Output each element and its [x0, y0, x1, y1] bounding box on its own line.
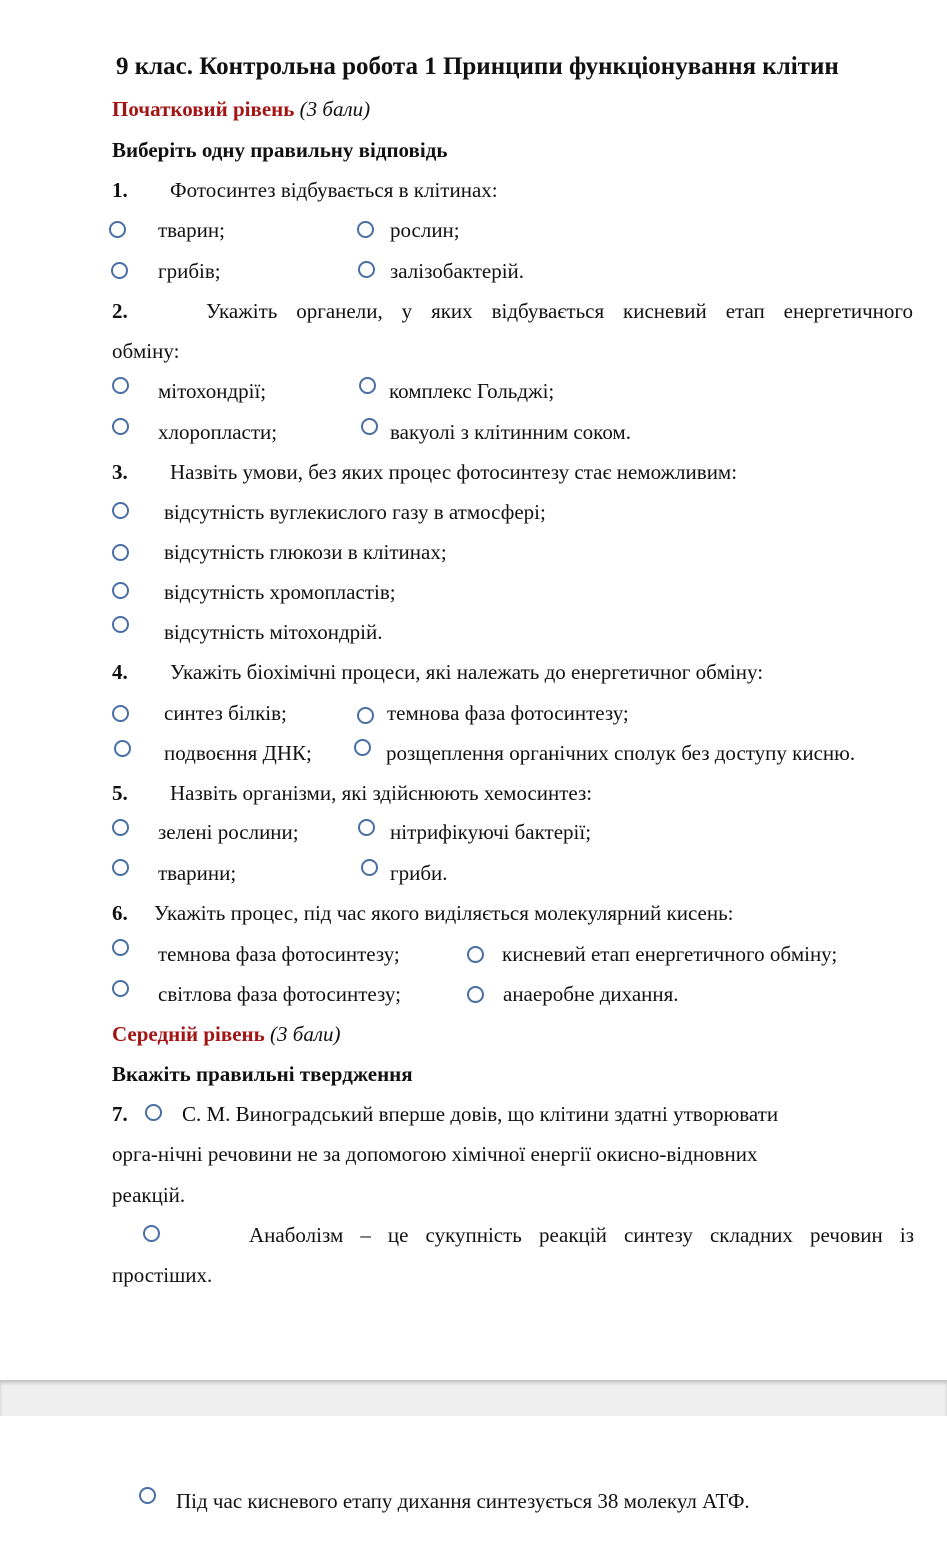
q3-text: Назвіть умови, без яких процес фотосинтезу стає неможливим:	[170, 460, 738, 484]
q2-option-4-label: вакуолі з клітинним соком.	[390, 420, 631, 444]
q6-option-3-radio[interactable]	[112, 980, 129, 997]
q7-statement-2-line1	[249, 1225, 914, 1246]
q2-word: кисневий	[623, 299, 707, 323]
q2-text-line2: обміну:	[112, 339, 180, 363]
q3-option-4-label: відсутність мітохондрій.	[164, 620, 383, 644]
q7-number: 7.	[112, 1102, 128, 1126]
q1-option-1-label: тварин;	[158, 218, 225, 242]
q5-option-3-label: тварини;	[158, 861, 237, 885]
q5-text: Назвіть організми, які здійснюють хемосинтез:	[170, 781, 593, 805]
level2-name: Середній рівень	[112, 1022, 265, 1046]
q6-option-2-radio[interactable]	[467, 946, 484, 963]
q3-option-2-label: відсутність глюкози в клітинах;	[164, 540, 447, 564]
q4-option-4-radio[interactable]	[354, 739, 371, 756]
q7-s2-word: –	[360, 1223, 371, 1247]
q1-option-3-radio[interactable]	[111, 262, 128, 279]
page-separator	[0, 1380, 947, 1416]
q7-s2-word: складних	[709, 1223, 793, 1247]
q7-statement-1-line2: орга-нічні речовини не за допомогою хімічної енергії окисно-відновних	[112, 1142, 758, 1166]
q2-option-2-radio[interactable]	[359, 377, 376, 394]
q7-s2-word: із	[899, 1223, 914, 1247]
q1-number: 1.	[112, 178, 128, 202]
q2-text-line1	[206, 301, 913, 322]
q5-option-2-label: нітрифікуючі бактерії;	[390, 820, 592, 844]
q3-option-1-label: відсутність вуглекислого газу в атмосфері;	[164, 500, 546, 524]
q3-option-3-label: відсутність хромопластів;	[164, 580, 396, 604]
q4-option-1-label: синтез білків;	[164, 701, 287, 725]
q2-word: яких	[431, 299, 473, 323]
level1-points: (3 бали)	[299, 97, 371, 121]
q6-option-3-label: світлова фаза фотосинтезу;	[158, 982, 401, 1006]
q4-option-1-radio[interactable]	[112, 705, 129, 722]
q6-option-2-label: кисневий етап енергетичного обміну;	[502, 942, 838, 966]
q2-word: етап	[725, 299, 765, 323]
q3-option-4-radio[interactable]	[112, 616, 129, 633]
q1-option-4-label: залізобактерій.	[390, 259, 525, 283]
q1-text: Фотосинтез відбувається в клітинах:	[170, 178, 498, 202]
q2-option-3-radio[interactable]	[112, 418, 129, 435]
q5-number: 5.	[112, 781, 128, 805]
document-page-2	[0, 1416, 947, 1550]
level2-heading	[112, 1024, 340, 1045]
q7-s2-word: це	[387, 1223, 409, 1247]
q5-option-3-radio[interactable]	[112, 859, 129, 876]
q1-option-4-radio[interactable]	[358, 261, 375, 278]
q7-statement-2-line2: простіших.	[112, 1263, 213, 1287]
q7-s2-word: синтезу	[623, 1223, 693, 1247]
q7-statement-3-radio[interactable]	[139, 1487, 156, 1504]
q1-option-1-radio[interactable]	[109, 221, 126, 238]
q2-word: органели,	[296, 299, 383, 323]
q2-option-4-radio[interactable]	[361, 418, 378, 435]
q3-option-3-radio[interactable]	[112, 582, 129, 599]
q2-word: Укажіть	[206, 299, 278, 323]
q6-option-1-label: темнова фаза фотосинтезу;	[158, 942, 400, 966]
q5-option-4-radio[interactable]	[361, 859, 378, 876]
q7-s2-word: сукупність	[425, 1223, 522, 1247]
q4-number: 4.	[112, 660, 128, 684]
q7-statement-1-line1: С. М. Виноградський вперше довів, що клітини здатні утворювати	[182, 1102, 779, 1126]
q4-option-3-label: подвоєння ДНК;	[164, 741, 312, 765]
q3-option-2-radio[interactable]	[112, 544, 129, 561]
q2-option-3-label: хлоропласти;	[158, 420, 278, 444]
q7-s2-word: реакцій	[538, 1223, 607, 1247]
q7-statement-1-radio[interactable]	[145, 1104, 162, 1121]
q6-option-4-radio[interactable]	[467, 986, 484, 1003]
q3-number: 3.	[112, 460, 128, 484]
q5-option-1-label: зелені рослини;	[158, 820, 299, 844]
q2-word: енергетичного	[783, 299, 913, 323]
instruction-true-statements: Вкажіть правильні твердження	[112, 1062, 413, 1086]
q6-number: 6.	[112, 901, 128, 925]
q6-option-4-label: анаеробне дихання.	[503, 982, 679, 1006]
q4-text: Укажіть біохімічні процеси, які належать до енергетичног обміну:	[170, 660, 764, 684]
q7-statement-1-line3: реакцій.	[112, 1183, 186, 1207]
q3-option-1-radio[interactable]	[112, 502, 129, 519]
q2-word: відбувається	[491, 299, 605, 323]
level1-name: Початковий рівень	[112, 97, 295, 121]
q4-option-3-radio[interactable]	[114, 740, 131, 757]
q2-option-1-label: мітохондрії;	[158, 379, 267, 403]
q4-option-2-label: темнова фаза фотосинтезу;	[387, 701, 629, 725]
q4-option-2-radio[interactable]	[357, 707, 374, 724]
q7-s2-word: Анаболізм	[249, 1223, 344, 1247]
q2-option-2-label: комплекс Гольджі;	[389, 379, 555, 403]
page-title: 9 клас. Контрольна робота 1 Принципи функціонування клітин	[116, 53, 839, 80]
q5-option-1-radio[interactable]	[112, 819, 129, 836]
q7-statement-2-radio[interactable]	[143, 1225, 160, 1242]
q1-option-2-radio[interactable]	[357, 221, 374, 238]
level1-heading	[112, 99, 370, 120]
q7-s2-word: речовин	[810, 1223, 883, 1247]
q6-text: Укажіть процес, під час якого виділяється молекулярний кисень:	[154, 901, 734, 925]
q1-option-3-label: грибів;	[158, 259, 221, 283]
instruction-single-answer: Виберіть одну правильну відповідь	[112, 138, 448, 162]
q7-statement-3-text: Під час кисневого етапу дихання синтезується 38 молекул АТФ.	[176, 1489, 750, 1513]
q2-word: у	[401, 299, 413, 323]
q5-option-4-label: гриби.	[390, 861, 448, 885]
q6-option-1-radio[interactable]	[112, 939, 129, 956]
q2-option-1-radio[interactable]	[112, 377, 129, 394]
q5-option-2-radio[interactable]	[358, 819, 375, 836]
level2-points: (3 бали)	[270, 1022, 341, 1046]
q4-option-4-label: розщеплення органічних сполук без доступу кисню.	[386, 741, 856, 765]
q1-option-2-label: рослин;	[390, 218, 460, 242]
q2-number: 2.	[112, 299, 128, 323]
